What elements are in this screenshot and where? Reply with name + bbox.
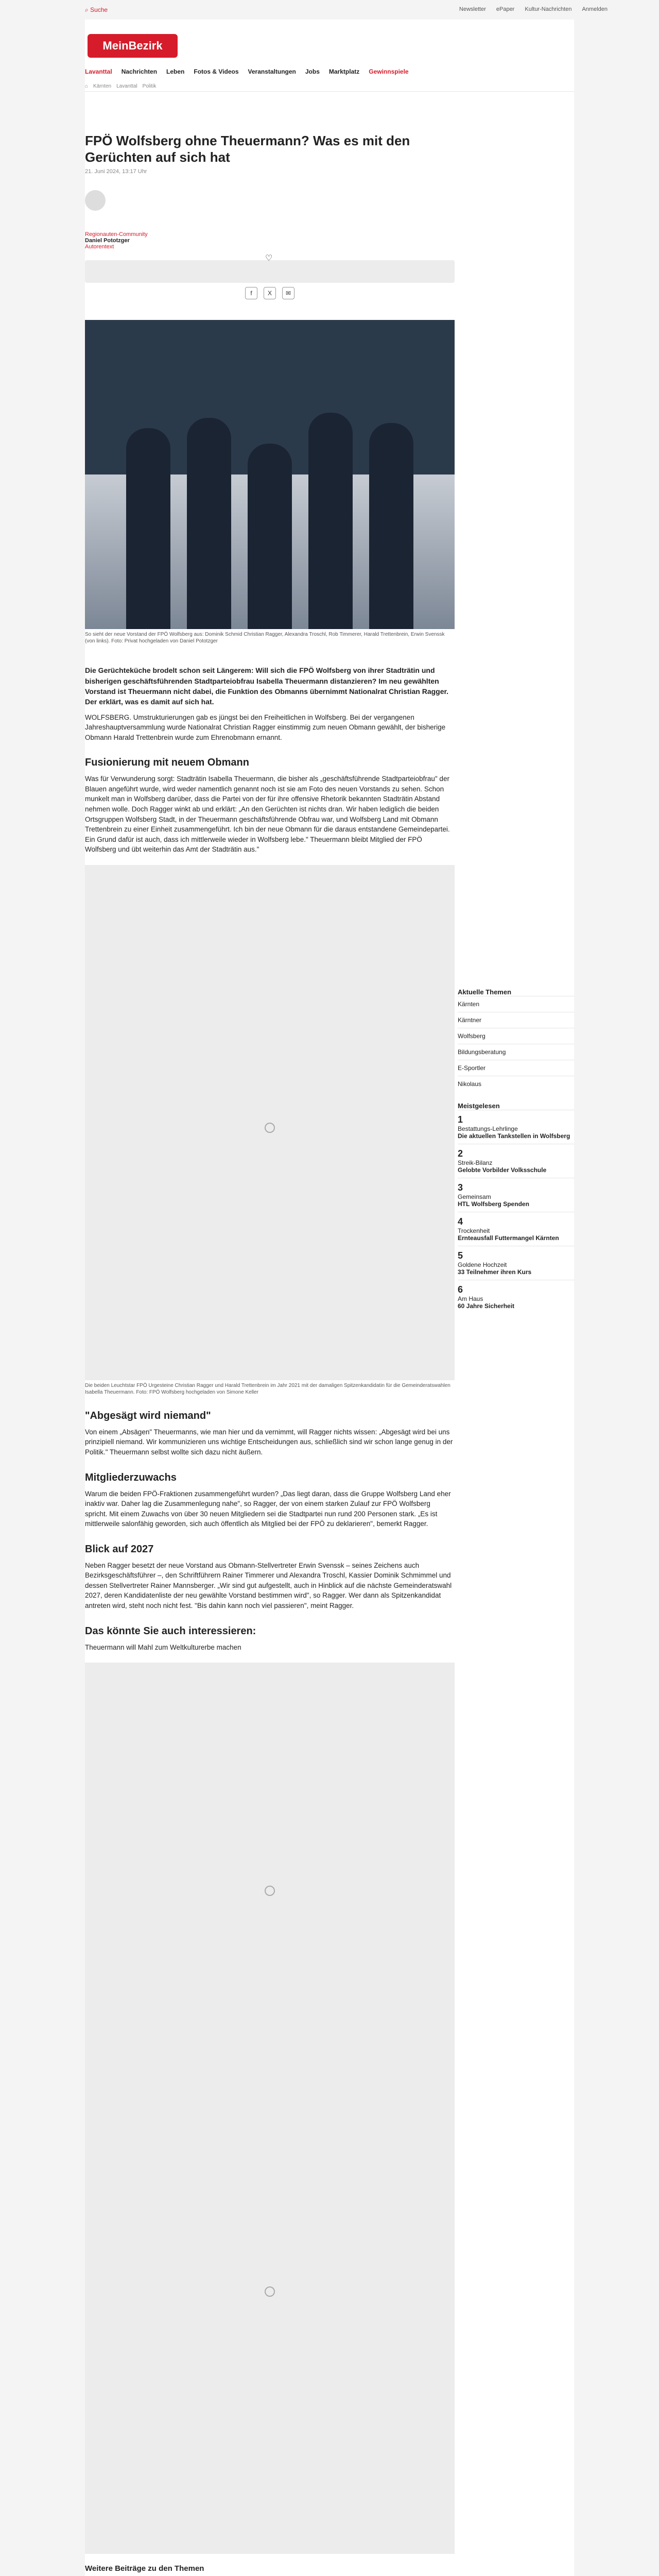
x-icon[interactable]: X [264, 287, 276, 299]
search-link[interactable]: ⌕ Suche [85, 6, 108, 13]
theme-item[interactable]: Nikolaus [458, 1076, 574, 1092]
theme-item[interactable]: E-Sportler [458, 1060, 574, 1076]
avatar[interactable] [85, 190, 106, 211]
paragraph: WOLFSBERG. Umstrukturierungen gab es jüngst bei den Freiheitlichen in Wolfsberg. Bei der vergangenen Jahreshauptversammlung wurde Nationalrat Christian Ragger einstimmig zum neuen Obmann gewählt, der bisherige Obmann Harald Trettenbrein wurde zum Ehrenobmann ernannt. [85, 713, 446, 741]
theme-item[interactable]: Kärntner [458, 1012, 574, 1028]
follow-link[interactable]: Autorentext [85, 244, 114, 250]
section-heading: "Abgesägt wird niemand" [85, 1410, 211, 1421]
loading-icon [265, 1123, 275, 1133]
login-link[interactable]: Anmelden [582, 6, 608, 12]
paragraph: Neben Ragger besetzt der neue Vorstand aus Obmann-Stellvertreter Erwin Svenssk – seines Zeichens auch Bezirksgeschäftsführer –, den Schriftführern Rainer Timmerer und Alexandra Troschl, Kassier Dominik Schmimmel und dessen Stellvertreter Rainer Mannsberger. „Wir sind gut aufgestellt, auch in Hinblick auf die nächste Gemeinderatswahl 2027, deren Kandidatenliste der neu gewählte Vorstand bestimmen wird", so Ragger. Wer dann als Spitzenkandidat antreten wird, steht noch nicht fest. "Bis dahin kann noch viel passieren", meint Ragger. [85, 1561, 452, 1609]
page-wrapper [85, 20, 574, 2576]
site-header [85, 20, 574, 92]
article-title: FPÖ Wolfsberg ohne Theuermann? Was es mit den Gerüchten auf sich hat [85, 133, 410, 165]
themes-list [458, 996, 574, 1092]
newsletter-link[interactable]: Newsletter [459, 6, 486, 12]
community-label[interactable]: Regionauten-Community [85, 231, 148, 238]
share-bar [85, 287, 455, 299]
location-selector[interactable]: Lavanttal [85, 68, 112, 75]
theme-item[interactable]: Wolfsberg [458, 1028, 574, 1044]
interest-teaser[interactable]: Theuermann will Mahl zum Weltkulturerbe machen [85, 1643, 241, 1651]
nav-item[interactable]: Marktplatz [328, 68, 360, 75]
paragraph: Von einem „Absägen" Theuermanns, wie man hier und da vernimmt, will Ragger nichts wissen: „Abgesägt wird bei uns prinzipiell niemand. Wir kommunizieren uns wichtige Entscheidungen aus, schließlich sind wir schon lange genug in der Politik." Theuermann selbst wollte sich dazu nicht äußern. [85, 1428, 453, 1456]
author-block [85, 190, 455, 250]
kultur-link[interactable]: Kultur-Nachrichten [525, 6, 572, 12]
theme-item[interactable]: Bildungsberatung [458, 1044, 574, 1060]
photo-people [126, 413, 413, 629]
breadcrumb [85, 83, 156, 89]
most-read-item[interactable]: 5 Goldene Hochzeit 33 Teilnehmer ihren Kurs [458, 1246, 574, 1280]
article-image[interactable] [85, 865, 455, 1380]
nav-item[interactable]: Fotos & Videos [194, 68, 239, 75]
most-read-item[interactable]: 3 Gemeinsam HTL Wolfsberg Spenden [458, 1178, 574, 1212]
interest-heading: Das könnte Sie auch interessieren: [85, 1625, 256, 1637]
section-heading: Mitgliederzuwachs [85, 1471, 177, 1483]
most-read-item[interactable]: 2 Streik-Bilanz Gelobte Vorbilder Volksschule [458, 1144, 574, 1178]
most-read-item[interactable]: 1 Bestattungs-Lehrlinge Die aktuellen Tankstellen in Wolfsberg [458, 1110, 574, 1144]
ad-block[interactable] [85, 1663, 455, 2554]
loading-icon [265, 1886, 275, 1896]
mail-icon[interactable]: ✉ [282, 287, 294, 299]
nav-item[interactable]: Leben [166, 68, 185, 75]
loading-icon [265, 2286, 275, 2297]
action-bar [85, 254, 455, 283]
sidebar [458, 988, 574, 1314]
article-photo[interactable] [85, 320, 455, 629]
nav-item[interactable]: Gewinnspiele [369, 68, 409, 75]
most-read-item[interactable]: 4 Trockenheit Ernteausfall Futtermangel Kärnten [458, 1212, 574, 1246]
sidebar-heading: Meistgelesen [458, 1102, 500, 1110]
home-icon[interactable]: ⌂ [85, 83, 89, 89]
article [85, 97, 455, 2576]
nav-item[interactable]: Nachrichten [121, 68, 158, 75]
author-name[interactable]: Daniel Pototzger [85, 238, 130, 244]
breadcrumb-item[interactable]: Lavanttal [116, 83, 137, 89]
breadcrumb-item[interactable]: Politik [142, 83, 157, 89]
topics-heading: Weitere Beiträge zu den Themen [85, 2564, 204, 2573]
most-read-item[interactable]: 6 Am Haus 60 Jahre Sicherheit [458, 1280, 574, 1314]
like-icon[interactable]: ♡ [265, 254, 273, 263]
search-icon: ⌕ [85, 6, 89, 13]
most-read-list [458, 1110, 574, 1314]
main-nav [85, 68, 574, 75]
sidebar-heading: Aktuelle Themen [458, 988, 512, 996]
facebook-icon[interactable]: f [245, 287, 257, 299]
paragraph: Warum die beiden FPÖ-Fraktionen zusammengeführt wurden? „Das liegt daran, dass die Gruppe Wolfsberg Land eher inaktiv war. Daher lag die Zusammenlegung nahe", so Ragger, der von einem starken Zulauf zur FPÖ Wolfsberg spricht. Mit einem Zuwachs von über 30 neuen Mitgliedern sei die Stadtpartei nun rund 200 Personen stark. „Es ist mittlerweile salonfähig geworden, sich auch öffentlich als Mitglied bei der FPÖ zu deklarieren", bemerkt Ragger. [85, 1489, 451, 1528]
logo[interactable]: MeinBezirk [88, 34, 178, 58]
theme-item[interactable]: Kärnten [458, 996, 574, 1012]
nav-item[interactable]: Jobs [305, 68, 320, 75]
section-heading: Fusionierung mit neuem Obmann [85, 757, 249, 769]
epaper-link[interactable]: ePaper [496, 6, 515, 12]
nav-item[interactable]: Veranstaltungen [248, 68, 296, 75]
article-date: 21. Juni 2024, 13:17 Uhr [85, 168, 147, 175]
section-heading: Blick auf 2027 [85, 1543, 154, 1555]
paragraph: Was für Verwunderung sorgt: Stadträtin Isabella Theuermann, die bisher als „geschäftsführende Stadtparteiobfrau" der Blauen angeführt wurde, wird weder namentlich genannt noch ist sie am Foto des neuen Vorstands zu sehen. Schon munkelt man in Wolfsberg darüber, dass die Partei von der für ihre offensive Rhetorik bekannten Stadträtin Abstand nehmen wolle. Doch Ragger winkt ab und erklärt: „An den Gerüchten ist nichts dran. Wir haben lediglich die beiden Ortsgruppen Wolfsberg Stadt, in der Theuermann geschäftsführende Obfrau war, und Wolfsberg Land mit Obmann Trettenbrein zu einer Einheit zusammengeführt. Ich bin der neue Obmann für die daraus entstandene Gemeindepartei. Ein Grund dafür ist auch, dass ich mittlerweile wieder in Wolfsberg lebe." Theuermann bleibt Mitglied der FPÖ Wolfsberg und übt weiterhin das Amt der Stadträtin aus." [85, 775, 450, 854]
photo-caption: So sieht der neue Vorstand der FPÖ Wolfsberg aus: Dominik Schmid Christian Ragger, Alexandra Troschl, Rob Timmerer, Harald Trettenbrein, Erwin Svenssk (von links). Foto: Privat hochgeladen von Daniel Pototzger [85, 632, 445, 645]
image-caption: Die beiden Leuchtstar FPÖ Urgesteine Christian Ragger und Harald Trettenbrein im Jahr 2021 mit der damaligen Spitzenkandidatin für die Gemeinderatswahlen Isabella Theuermann. Foto: FPÖ Wolfsberg hochgeladen von Simone Keller [85, 1382, 450, 1395]
article-lead: Die Gerüchteküche brodelt schon seit Längerem: Will sich die FPÖ Wolfsberg von ihrer Stadträtin und bisherigen geschäftsführenden Stadtparteiobfrau Isabella Theuermann distanzieren? Im neu gewählten Vorstand ist Theuermann nicht dabei, die Funktion des Obmanns übernimmt Nationalrat Christian Ragger. Der erklärt, was es damit auf sich hat. [85, 666, 449, 706]
breadcrumb-item[interactable]: Kärnten [93, 83, 112, 89]
top-utility-bar [0, 0, 659, 20]
